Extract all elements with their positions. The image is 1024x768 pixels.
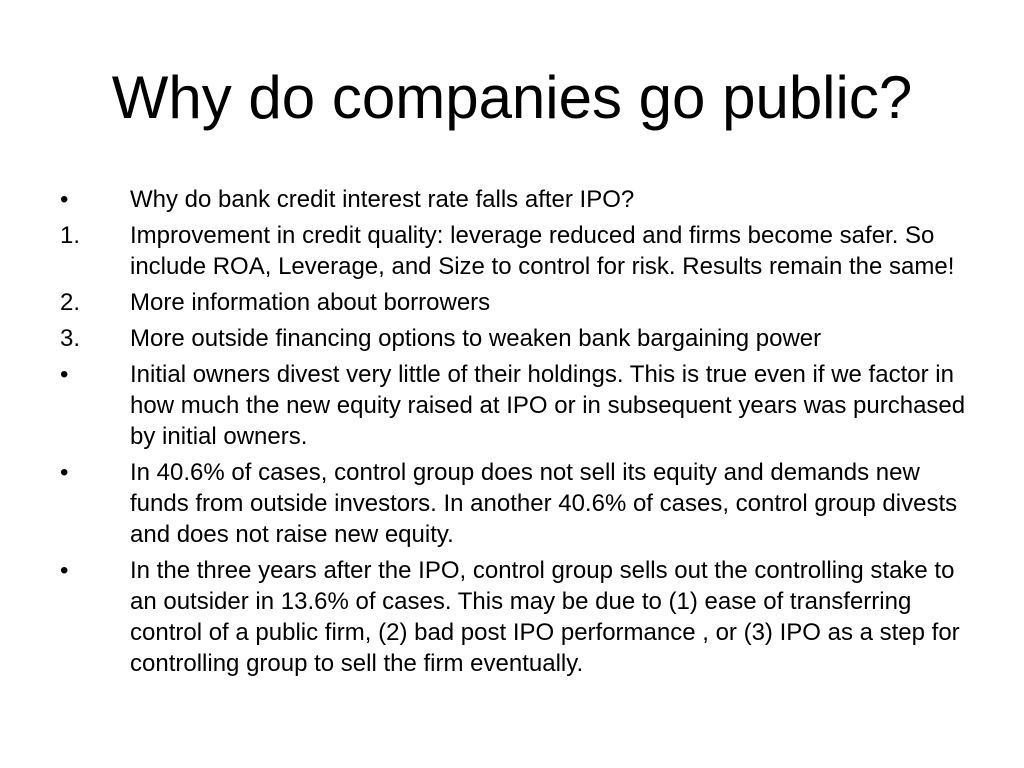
- list-item: [60, 287, 980, 318]
- bullet-marker: 2.: [60, 289, 81, 316]
- bullet-list: [60, 184, 980, 684]
- bullet-marker: 1.: [60, 222, 81, 249]
- list-item: [60, 457, 980, 550]
- bullet-marker: 3.: [60, 325, 81, 352]
- list-item: [60, 359, 980, 452]
- bullet-marker: •: [60, 557, 69, 584]
- bullet-text: Improvement in credit quality: leverage reduced and firms become safer. So include ROA, Leverage, and Size to control for risk. Results remain the same!: [130, 222, 955, 280]
- bullet-text: Why do bank credit interest rate falls after IPO?: [130, 186, 635, 213]
- bullet-text: In the three years after the IPO, control group sells out the controlling stake to an outsider in 13.6% of cases. This may be due to (1) ease of transferring control of a public firm, (2) bad post IPO performance , or (3) IPO as a step for controlling group to sell the firm eventually.: [130, 557, 960, 677]
- list-item: [60, 555, 980, 679]
- list-item: [60, 323, 980, 354]
- bullet-marker: •: [60, 186, 69, 213]
- bullet-text: Initial owners divest very little of their holdings. This is true even if we factor in how much the new equity raised at IPO or in subsequent years was purchased by initial owners.: [130, 361, 966, 450]
- bullet-marker: •: [60, 459, 69, 486]
- list-item: [60, 220, 980, 282]
- slide-title: Why do companies go public?: [111, 64, 913, 131]
- bullet-text: More information about borrowers: [130, 289, 491, 316]
- list-item: [60, 184, 980, 215]
- bullet-marker: •: [60, 361, 69, 388]
- bullet-text: More outside financing options to weaken bank bargaining power: [130, 325, 822, 352]
- bullet-text: In 40.6% of cases, control group does not sell its equity and demands new funds from outside investors. In another 40.6% of cases, control group divests and does not raise new equity.: [130, 459, 958, 548]
